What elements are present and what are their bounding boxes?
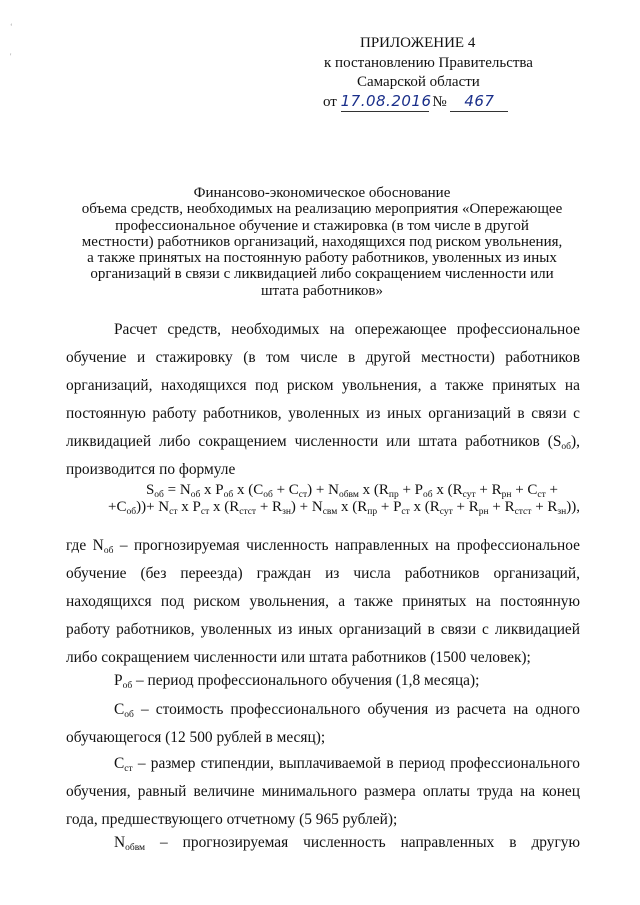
title-line: штата работников» [260, 282, 383, 299]
text-line: обучения, равный величине минимального размера оплаты труда на конец [66, 783, 580, 800]
text-line: где $N_{об}$ – прогнозируемая численность направленных на профессиональное [66, 537, 580, 556]
text-line: либо сокращением численности или штата работников (1500 человек); [66, 649, 531, 666]
appendix-title: ПРИЛОЖЕНИЕ 4 [360, 35, 476, 51]
text-line: обучающегося (12 500 рублей в месяц); [66, 729, 326, 746]
text-line: работу работников, уволенных из иных организаций в связи с ликвидацией [66, 621, 580, 638]
formula [66, 482, 580, 516]
definition-nob [66, 532, 580, 672]
text-line: $С_{об}$ – стоимость профессионального обучения из расчета на одного [114, 701, 580, 720]
date-field [340, 91, 432, 112]
title-line: а также принятых на постоянную работу работников, уволенных из иных [87, 250, 557, 267]
appendix-date-line [318, 93, 578, 113]
appendix-region: Самарской области [357, 74, 480, 90]
handwritten-date: 17.08.2016 [340, 91, 432, 110]
formula-line-1: $S_{об} = N_{об}$ x $Р_{об}$ x $(С_{об} + С_{ст}) + N_{обвм}$ x ($R_{пр} + Р_{об}$ x ($R_{сут} + R_{рн} + С_{ст}$ + [145, 482, 558, 500]
text-line: $N_{обвм}$ – прогнозируемая численность направленных в другую [114, 834, 580, 853]
appendix-header [318, 34, 578, 112]
text-line: обучение (без переезда) граждан из числа работников организаций, [66, 565, 580, 582]
title-line: объема средств, необходимых на реализацию мероприятия «Опережающее [81, 201, 563, 218]
date-prefix: от [323, 93, 337, 110]
title-line: Финансово-экономическое обоснование [193, 185, 451, 201]
title-line: местности) работников организаций, находящихся под риском увольнения, [81, 233, 563, 250]
margin-mark: ' [10, 52, 12, 61]
text-line: $С_{ст}$ – размер стипендии, выплачиваемой в период профессионального [114, 755, 580, 774]
text-line: обучение и стажировку (в том числе в другой местности) работников [66, 349, 580, 366]
definition-sst [66, 750, 580, 834]
formula-line-2: $+С_{об}))+ N_{ст}$ x $Р_{ст}$ x $(R_{стст} + R_{зн}) + N_{свм}$ x ($R_{пр} + Р_{ст}$ x $(R_{сут} + R_{рн} + R_{стст} + R_{зн})$), [108, 499, 580, 517]
text-line: находящихся под риском увольнения, а также принятых на постоянную [66, 593, 580, 610]
document-title [66, 185, 578, 299]
definition-nobvm [66, 829, 580, 857]
number-field [450, 93, 508, 112]
margin-marks [10, 12, 13, 72]
title-line: организаций в связи с ликвидацией либо сокращением численности или [90, 266, 554, 283]
appendix-resolution: к постановлению Правительства [324, 54, 533, 71]
text-line: года, предшествующего отчетному (5 965 рублей); [66, 811, 398, 828]
definition-sob [66, 696, 580, 752]
text-line: организаций, находящихся под риском увольнения, а также принятых на [66, 377, 580, 394]
text-line: $Р_{об}$ – период профессионального обучения (1,8 месяца); [114, 672, 480, 691]
margin-mark: ‘ [10, 22, 13, 31]
intro-paragraph [66, 316, 580, 484]
definition-rob [66, 667, 580, 695]
title-line: профессиональное обучение и стажировка (в том числе в другой [115, 217, 529, 234]
text-line: производится по формуле [66, 461, 236, 478]
text-line: ликвидацией либо сокращением численности или штата работников $(S_{об})$, [66, 433, 580, 452]
text-line: Расчет средств, необходимых на опережающее профессиональное [114, 321, 580, 338]
text-line: постоянную работу работников, уволенных из иных организаций в связи с [66, 405, 580, 422]
handwritten-number: 467 [464, 91, 495, 110]
number-prefix: № [432, 93, 447, 110]
